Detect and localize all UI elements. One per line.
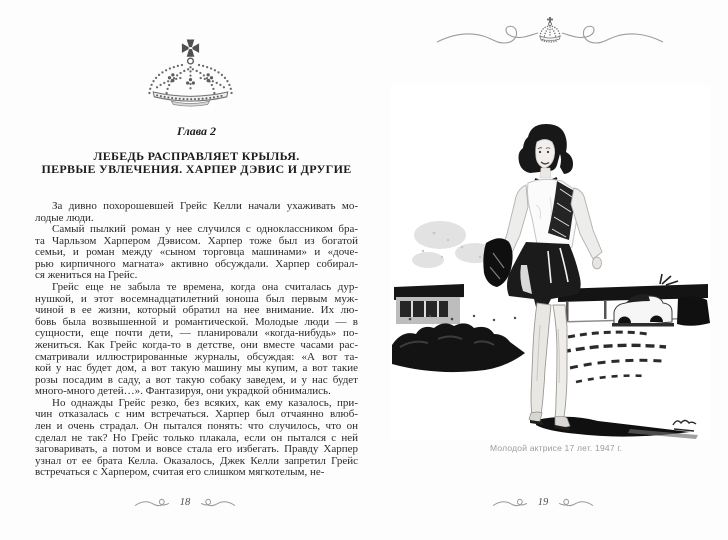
page-number: 18 xyxy=(179,496,191,508)
body-line: узнал от ее брата Келла. Оказалось, Джек Келли запретил Грейс xyxy=(35,454,358,467)
body-line: рью кирпичного магната» активно обсуждали. Харпер собирал- xyxy=(35,257,358,270)
body-line: сделал не так? Но Грейс только плакала, если он пытался с ней xyxy=(35,431,358,444)
body-line: жениться. Как Грейс когда-то в детстве, они вместе часами рас- xyxy=(35,338,358,351)
body-line: розы посадим в саду, а вот такую собаку заведем, и у нас будет xyxy=(35,373,358,386)
body-text xyxy=(35,201,358,479)
body-line: встречаться с Харпером, считая его слишком мягкотелым, не- xyxy=(35,466,325,479)
chapter-title xyxy=(35,150,358,176)
mini-crown-icon xyxy=(540,17,560,42)
body-line: Но однажды Грейс резко, без всяких, как ему казалось, при- xyxy=(52,396,358,409)
right-page-footer xyxy=(473,494,613,510)
body-line: лодые люди. xyxy=(35,211,94,224)
body-line: Грейс еще не забыла те времена, когда она считалась дур- xyxy=(52,281,358,294)
crown-ornament-icon xyxy=(138,36,243,108)
cross-icon xyxy=(182,40,199,57)
flourish-icon xyxy=(133,494,171,510)
building-left xyxy=(394,284,464,324)
flourish-icon xyxy=(557,494,595,510)
chapter-title-line-2: ПЕРВЫЕ УВЛЕЧЕНИЯ. ХАРПЕР ДЭВИС И ДРУГИЕ xyxy=(41,162,352,176)
body-line: кой у нас будет дом, а вот такую машину мы купим, а вот такие xyxy=(35,362,358,375)
body-line: чин отказалась с ним встречаться. Харпер был отчаянно влюб- xyxy=(35,408,358,421)
chapter-title-line-1: ЛЕБЕДЬ РАСПРАВЛЯЕТ КРЫЛЬЯ. xyxy=(93,149,300,163)
body-line: За дивно похорошевшей Грейс Келли начали ухаживать мо- xyxy=(52,200,358,212)
flourish-icon xyxy=(491,494,529,510)
body-line: лен и очень страдал. Он пытался понять: что случилось, что он xyxy=(35,419,358,432)
page-number: 19 xyxy=(537,496,549,508)
body-line: много-много детей…». Фантазируя, они украдкой обнимались. xyxy=(35,385,331,398)
body-line: сматривали иллюстрированные журналы, обсуждая: «А вот та- xyxy=(35,350,358,363)
body-line: сущности, еще почти дети, — планировали «когда-нибудь» по- xyxy=(35,327,358,340)
crown-flourish-ornament-icon xyxy=(435,16,665,52)
body-line: чиной в ее жизни, который обратил на нее внимание. Их лю- xyxy=(35,304,358,317)
body-line: заговаривать, а потом и вовсе стала его избегать. Правду Харпер xyxy=(35,443,358,456)
chapter-label: Глава 2 xyxy=(176,124,217,138)
body-line: нушкой, и этот восемнадцатилетний юноша был первым муж- xyxy=(35,292,358,305)
flourish-icon xyxy=(199,494,237,510)
body-line: бовь была возвышенной и романтической. Молодые люди — в xyxy=(35,315,358,328)
left-page-footer xyxy=(115,494,255,510)
right-page xyxy=(364,0,728,540)
photo-caption: Молодой актрисе 17 лет. 1947 г. xyxy=(490,443,623,453)
dark-vehicle xyxy=(677,296,710,325)
body-line: ся жениться на Грейс. xyxy=(35,269,138,282)
body-line: та Чарльзом Харпером Дэвисом. Харпер тоже был из богатой xyxy=(35,234,358,247)
body-line: семьи, и роман между «сыном торговца машинами» и «доче- xyxy=(35,246,358,259)
body-line: Самый пылкий роман у нее случился с одноклассником бра- xyxy=(52,223,358,236)
photo-young-actress-walking xyxy=(390,85,710,440)
